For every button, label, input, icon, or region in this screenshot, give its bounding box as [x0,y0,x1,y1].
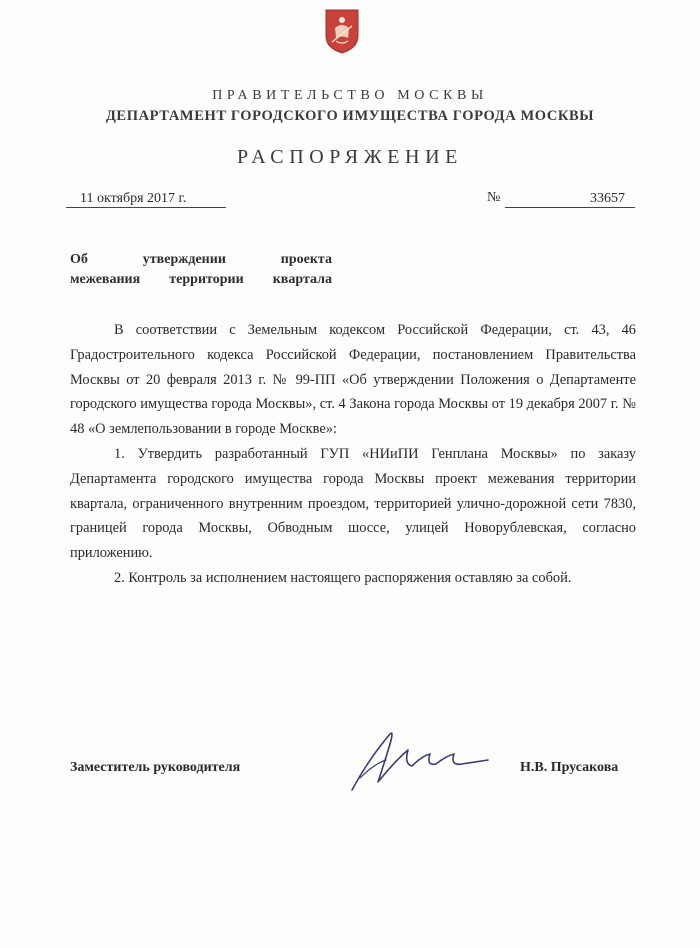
document-subject [70,250,332,290]
subject-word: межевания [70,272,141,287]
subject-word: Об [70,252,88,267]
subject-word: квартала [272,272,332,287]
handwritten-signature [338,720,498,800]
signer-title: Заместитель руководителя [70,760,241,775]
document-number: 33657 [505,191,635,208]
subject-word: территории [169,272,244,287]
subject-word: проекта [280,252,332,267]
body-paragraph: 1. Утвердить разработанный ГУП «НИиПИ Генплана Москвы» по заказу Департамента городского имущества города Москвы проект межевания территории квартала, ограниченного внутренним проездом, территорией улично-дорожной сети 7830, границей города Москвы, Обводным шоссе, улицей Новорублевская, согласно приложению. [70,445,636,562]
moscow-coat-of-arms-icon [324,8,360,54]
document-body [70,318,636,591]
number-sign: № [487,190,501,205]
document-type-title: РАСПОРЯЖЕНИЕ [237,146,463,168]
government-header: ПРАВИТЕЛЬСТВО МОСКВЫ [212,88,488,103]
signer-name: Н.В. Прусакова [520,760,619,775]
department-header: ДЕПАРТАМЕНТ ГОРОДСКОГО ИМУЩЕСТВА ГОРОДА МОСКВЫ [105,108,595,124]
document-date: 11 октября 2017 г. [66,191,226,208]
subject-word: утверждении [142,252,226,267]
body-paragraph: В соответствии с Земельным кодексом Российской Федерации, ст. 43, 46 Градостроительного кодекса Российской Федерации, постановлением Правительства Москвы от 20 февраля 2013 г. № 99-ПП «Об утверждении Положения о Департаменте городского имущества города Москвы», ст. 4 Закона города Москвы от 19 декабря 2007 г. № 48 «О землепользовании в городе Москве»: [70,322,636,438]
body-paragraph: 2. Контроль за исполнением настоящего распоряжения оставляю за собой. [114,569,572,586]
